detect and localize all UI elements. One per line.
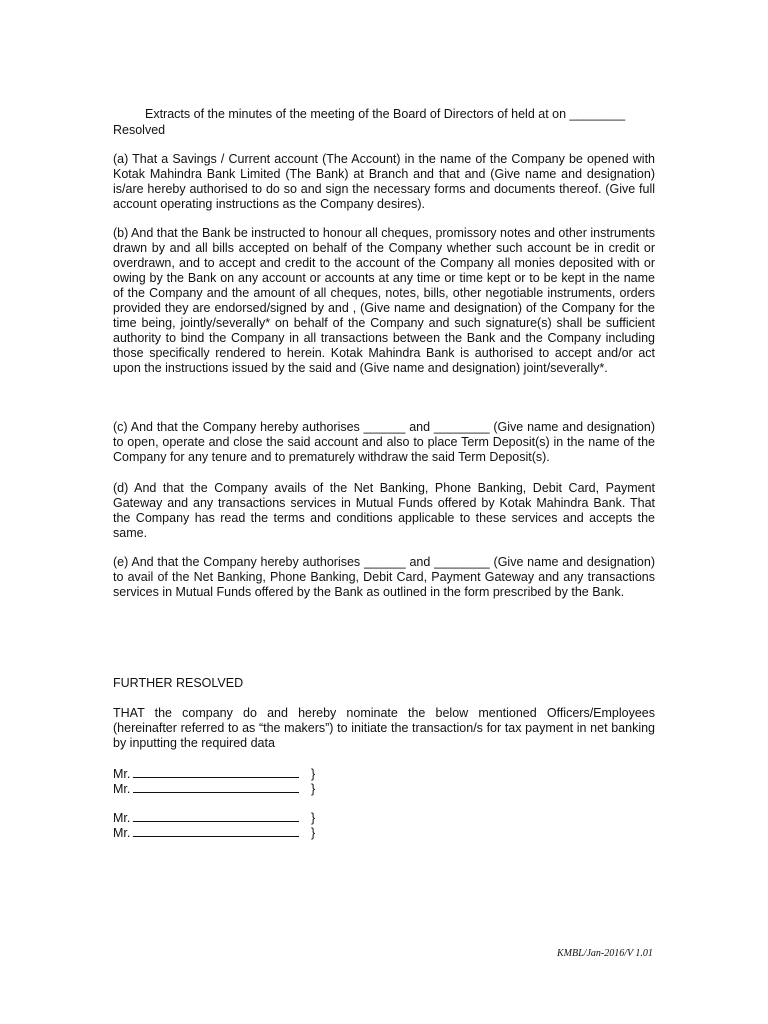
paragraph-e: (e) And that the Company hereby authorises ______ and ________ (Give name and designation) to avail of the Net Banking, Phone Banking, Debit Card, Payment Gateway and any transactions services in Mutual Funds offered by the Bank as outlined in the form prescribed by the Bank. bbox=[113, 555, 655, 599]
signatory-blank bbox=[133, 825, 299, 837]
paragraph-d: (d) And that the Company avails of the Net Banking, Phone Banking, Debit Card, Payment Gateway and any transactions services in Mutual Funds offered by Kotak Mahindra Bank. That the Company has read the terms and conditions applicable to these services and accepts the same. bbox=[113, 481, 655, 540]
resolved-heading: Resolved bbox=[113, 123, 166, 137]
signatory-brace: } bbox=[311, 767, 316, 781]
signatory-blank bbox=[133, 810, 299, 822]
further-resolved-paragraph: THAT the company do and hereby nominate the below mentioned Officers/Employees (hereinafter referred to as “the makers”) to initiate the transaction/s for tax payment in net banking by inputting the required data bbox=[113, 706, 655, 750]
paragraph-a: (a) That a Savings / Current account (The Account) in the name of the Company be opened with Kotak Mahindra Bank Limited (The Bank) at Branch and that and (Give name and designation) is/are hereby authorised to do so and sign the necessary forms and documents thereof. (Give full account operating instructions as the Company desires). bbox=[113, 152, 655, 211]
signatory-prefix: Mr. bbox=[113, 826, 131, 840]
signatory-line-3 bbox=[113, 810, 315, 826]
signatory-line-2 bbox=[113, 781, 315, 797]
signatory-brace: } bbox=[311, 782, 316, 796]
signatory-prefix: Mr. bbox=[113, 811, 131, 825]
footer-version-code: KMBL/Jan-2016/V 1.01 bbox=[557, 948, 653, 959]
document-title: Extracts of the minutes of the meeting of the Board of Directors of held at on ________ bbox=[145, 106, 626, 121]
signatory-brace: } bbox=[311, 826, 316, 840]
signatory-line-1 bbox=[113, 766, 315, 782]
signatory-prefix: Mr. bbox=[113, 782, 131, 796]
signatory-blank bbox=[133, 781, 299, 793]
further-resolved-heading: FURTHER RESOLVED bbox=[113, 676, 244, 690]
paragraph-c: (c) And that the Company hereby authorises ______ and ________ (Give name and designation) to open, operate and close the said account and also to place Term Deposit(s) in the name of the Company for any tenure and to prematurely withdraw the said Term Deposit(s). bbox=[113, 420, 655, 464]
signatory-prefix: Mr. bbox=[113, 767, 131, 781]
signatory-brace: } bbox=[311, 811, 316, 825]
signatory-blank bbox=[133, 766, 299, 778]
paragraph-b: (b) And that the Bank be instructed to honour all cheques, promissory notes and other instruments drawn by and all bills accepted on behalf of the Company whether such account be in credit or overdrawn, and to accept and credit to the account of the Company all monies deposited with or owing by the Bank on any account or accounts at any time or time kept or to be kept in the name of the Company and the amount of all cheques, notes, bills, other negotiable instruments, orders provided they are endorsed/signed by and , (Give name and designation) of the Company for the time being, jointly/severally* on behalf of the Company and such signature(s) shall be sufficient authority to bind the Company in all transactions between the Bank and the Company including those specifically rendered to herein. Kotak Mahindra Bank is authorised to accept and/or act upon the instructions issued by the said and (Give name and designation) joint/severally*. bbox=[113, 226, 655, 375]
signatory-line-4 bbox=[113, 825, 315, 841]
